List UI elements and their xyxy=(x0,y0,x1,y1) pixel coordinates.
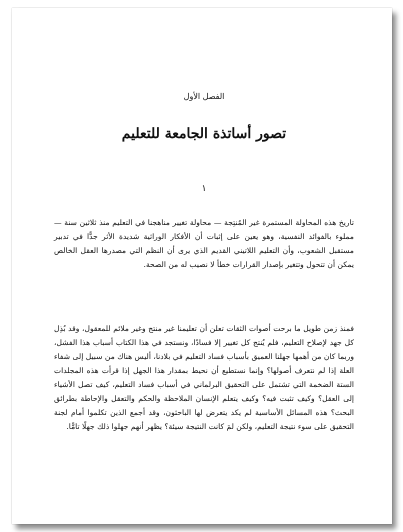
chapter-label: الفصل الأول xyxy=(183,92,225,101)
chapter-title: تصور أساتذة الجامعة للتعليم xyxy=(121,126,287,142)
book-page xyxy=(12,8,392,524)
paragraph-2: فمنذ زمن طويل ما برحت أصوات الثقات تعلن أن تعليمنا غير منتج وغير ملائم للمعقول، وقد بُذِل كل جهد لإصلاح التعليم، فلم يُنتج كل تغيير إلا فسادًا، ونستجد في هذا الكتاب أسباب هذا الفشل، وربما كان من أهمها جهلنا العميق بأسباب فساد التعليم في بلادنا، أليس هناك من سبيل إلى شفاء العلة إذا لم نتعرف أصولها؟ وإنما نستطيع أن نحيط بمقدار هذا الجهل إذا قرأت هذه المجلدات الستة الضخمة التي تشتمل على التحقيق البرلماني في أسباب فساد التعليم، كيف تصل الأشياء إلى العقل؟ وكيف تثبت فيه؟ وكيف يتعلم الإنسان الملاحظة والحكم والتعقل والإحاطة بطرائق البحث؟ هذه المسائل الأساسية لم يكد يتعرض لها الباحثون، وقد أجمع الذين تكلموا أمام لجنة التحقيق على سوء نتيجة التعليم، ولكن لمَ كانت النتيجة سيئة؟ يظهر أنهم جهلوا ذلك جهلًا تامًّا. xyxy=(54,323,354,431)
section-number: ١ xyxy=(201,184,207,194)
paragraph-1: تاريخ هذه المحاولة المستمرة غير المُنتِجة — محاولة تغيير مناهجنا في التعليم منذ ثلاثين سنة — مملوء بالفوائد النفسية، وهو يعين على إثبات أن الأفكار الوراثية شديدة الأثر جدًّا في تدبير مستقبل الشعوب، وأن التعليم اللاتيني القديم الذي يرى أن النظم التي مصدرها العقل الخالص يمكن أن تتحول وتتغير بإصدار القرارات خطأ لا نصيب له من الصحة. xyxy=(54,217,354,269)
